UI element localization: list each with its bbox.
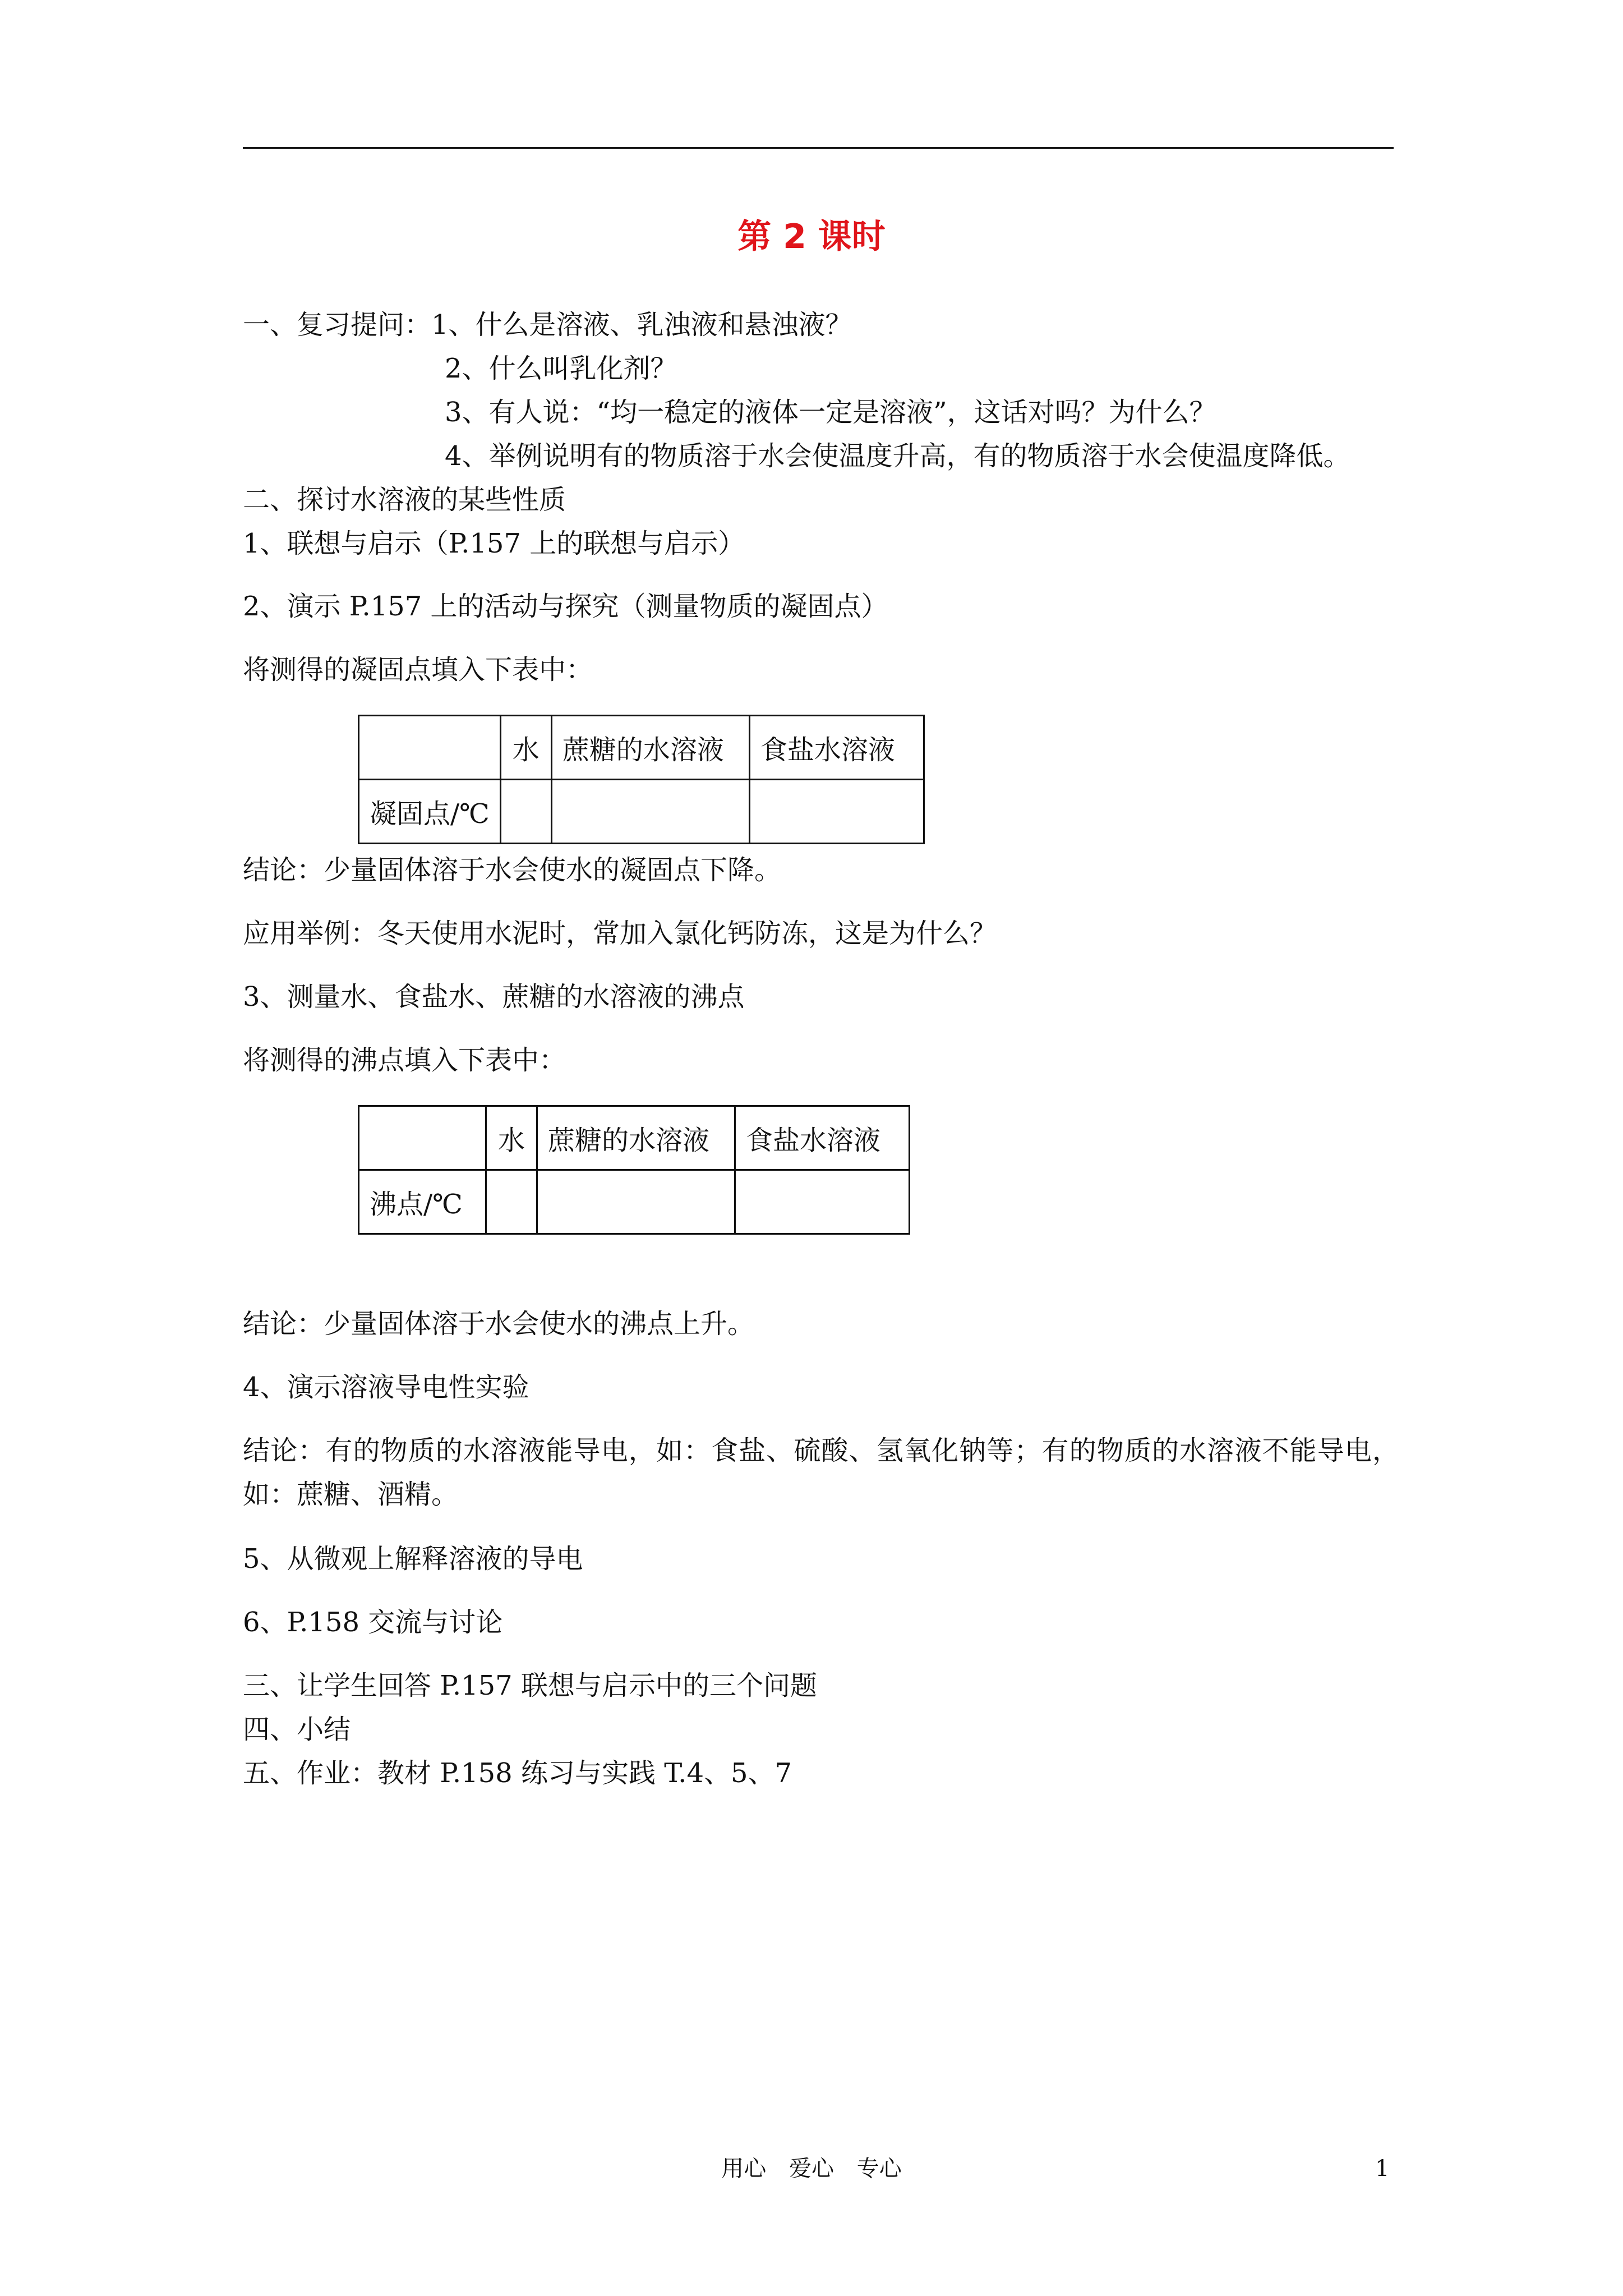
page-number: 1 — [1375, 2156, 1390, 2182]
review-question-3: 3、有人说：“均一稳定的液体一定是溶液”，这话对吗？为什么？ — [445, 397, 1216, 428]
freeze-intro: 将测得的凝固点填入下表中： — [243, 654, 593, 685]
table-header-salt-solution: 食盐水溶液 — [735, 1106, 910, 1170]
item-2: 2、演示 P.157 上的活动与探究（测量物质的凝固点） — [243, 591, 888, 622]
table-header-water: 水 — [486, 1106, 537, 1170]
boil-conclusion: 结论：少量固体溶于水会使水的沸点上升。 — [243, 1308, 755, 1340]
item-6: 6、P.158 交流与讨论 — [243, 1607, 503, 1638]
footer-motto: 用心 爱心 专心 — [721, 2156, 902, 2182]
conduct-conclusion: 结论：有的物质的水溶液能导电，如：食盐、硫酸、氢氧化钠等；有的物质的水溶液不能导电，如：蔗糖、酒精。 — [243, 1435, 1399, 1510]
freezing-point-table — [358, 715, 925, 844]
table-header-sugar-solution: 蔗糖的水溶液 — [537, 1106, 735, 1170]
item-4: 4、演示溶液导电性实验 — [243, 1372, 529, 1403]
table-row-label: 凝固点/℃ — [359, 780, 501, 844]
review-question-4: 4、举例说明有的物质溶于水会使温度升高，有的物质溶于水会使温度降低。 — [445, 440, 1350, 472]
boil-intro: 将测得的沸点填入下表中： — [243, 1045, 566, 1076]
freeze-conclusion: 结论：少量固体溶于水会使水的凝固点下降。 — [243, 854, 782, 886]
section-2-heading: 二、探讨水溶液的某些性质 — [243, 484, 566, 516]
table-header-salt-solution: 食盐水溶液 — [749, 716, 924, 780]
table-header-row — [359, 1106, 910, 1170]
header-rule — [243, 147, 1394, 149]
item-1: 1、联想与启示（P.157 上的联想与启示） — [243, 528, 745, 559]
review-question-2: 2、什么叫乳化剂？ — [445, 353, 677, 384]
table-corner-cell — [359, 1106, 486, 1170]
section-5: 五、作业：教材 P.158 练习与实践 T.4、5、7 — [243, 1757, 792, 1789]
table-row — [359, 780, 924, 844]
item-5: 5、从微观上解释溶液的导电 — [243, 1543, 583, 1575]
table-cell-sugar-solution — [551, 780, 749, 844]
table-cell-salt-solution — [735, 1170, 910, 1234]
boiling-point-table — [358, 1105, 910, 1235]
section-3: 三、让学生回答 P.157 联想与启示中的三个问题 — [243, 1670, 817, 1701]
review-heading: 一、复习提问：1、什么是溶液、乳浊液和悬浊液？ — [243, 309, 852, 341]
table-header-sugar-solution: 蔗糖的水溶液 — [551, 716, 749, 780]
table-cell-salt-solution — [749, 780, 924, 844]
table-cell-water — [486, 1170, 537, 1234]
table-cell-sugar-solution — [537, 1170, 735, 1234]
table-header-row — [359, 716, 924, 780]
item-3: 3、测量水、食盐水、蔗糖的水溶液的沸点 — [243, 981, 745, 1013]
page-title: 第 2 课时 — [737, 217, 886, 256]
table-corner-cell — [359, 716, 501, 780]
application-example: 应用举例：冬天使用水泥时，常加入氯化钙防冻，这是为什么？ — [243, 918, 997, 949]
table-cell-water — [500, 780, 551, 844]
table-header-water: 水 — [500, 716, 551, 780]
section-4: 四、小结 — [243, 1714, 351, 1745]
table-row-label: 沸点/℃ — [359, 1170, 486, 1234]
table-row — [359, 1170, 910, 1234]
